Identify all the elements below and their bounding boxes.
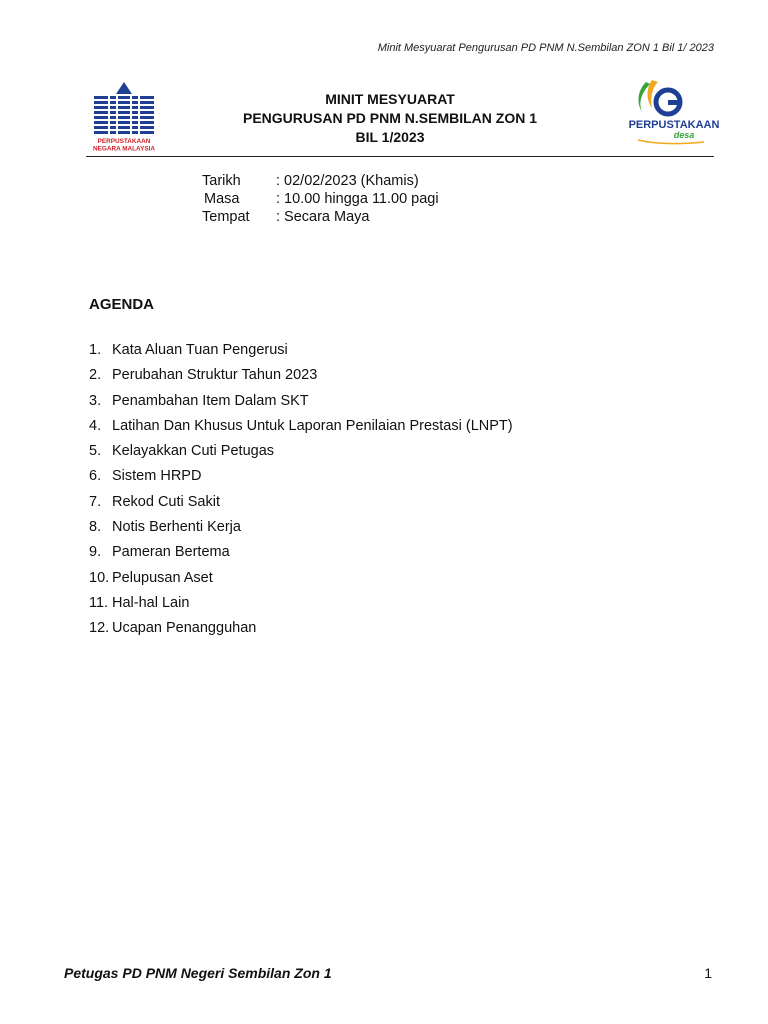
title-line-2: PENGURUSAN PD PNM N.SEMBILAN ZON 1 [242, 110, 538, 126]
agenda-text: Rekod Cuti Sakit [112, 493, 220, 510]
meta-value: : 10.00 hingga 11.00 pagi [276, 191, 439, 207]
running-header: Minit Mesyuarat Pengurusan PD PNM N.Sembilan ZON 1 Bil 1/ 2023 [377, 42, 714, 54]
list-item [89, 442, 513, 467]
list-item [89, 569, 513, 594]
agenda-number: 6. [89, 468, 102, 485]
agenda-text: Pelupusan Aset [112, 569, 213, 586]
list-item [89, 518, 513, 543]
agenda-text: Sistem HRPD [112, 468, 202, 485]
agenda-text: Kelayakkan Cuti Petugas [112, 443, 275, 460]
agenda-number: 2. [89, 367, 102, 384]
agenda-text: Hal-hal Lain [112, 594, 190, 611]
header-divider [86, 156, 714, 157]
agenda-text: Ucapan Penangguhan [112, 620, 257, 637]
meta-row-place [202, 208, 439, 226]
pnm-logo-line1: PERPUSTAKAAN [97, 138, 151, 145]
agenda-text: Pameran Bertema [112, 544, 230, 561]
agenda-list [89, 341, 513, 645]
agenda-number: 4. [89, 417, 102, 434]
agenda-number: 5. [89, 443, 102, 460]
agenda-number: 12. [89, 620, 110, 637]
list-item [89, 341, 513, 366]
meta-row-time [202, 190, 439, 208]
agenda-text: Notis Berhenti Kerja [112, 519, 241, 536]
page-number: 1 [704, 965, 712, 981]
list-item [89, 594, 513, 619]
meta-label: Tarikh [202, 173, 241, 189]
list-item [89, 392, 513, 417]
list-item [89, 467, 513, 492]
meta-value: : 02/02/2023 (Khamis) [276, 173, 419, 189]
list-item [89, 417, 513, 442]
meta-row-date [202, 172, 439, 190]
perpustakaan-desa-logo-icon [624, 74, 724, 148]
agenda-text: Penambahan Item Dalam SKT [112, 392, 309, 409]
agenda-number: 11. [89, 594, 109, 611]
meta-label: Tempat [202, 209, 250, 225]
agenda-number: 1. [89, 342, 102, 358]
agenda-number: 3. [89, 392, 102, 409]
list-item [89, 619, 513, 644]
meeting-details [202, 172, 439, 226]
list-item [89, 543, 513, 568]
agenda-number: 10. [89, 569, 110, 586]
title-line-1: MINIT MESYUARAT [325, 91, 455, 107]
agenda-number: 8. [89, 519, 102, 536]
pnm-logo-icon [86, 80, 162, 154]
meta-value: : Secara Maya [276, 209, 370, 225]
pnm-logo-line2: NEGARA MALAYSIA [92, 145, 156, 153]
title-line-3: BIL 1/2023 [355, 129, 425, 145]
agenda-text: Perubahan Struktur Tahun 2023 [112, 367, 318, 384]
agenda-text: Latihan Dan Khusus Untuk Laporan Penilaian Prestasi (LNPT) [112, 417, 513, 434]
agenda-number: 7. [89, 493, 102, 510]
desa-logo-line2: desa [673, 130, 695, 140]
list-item [89, 493, 513, 518]
agenda-number: 9. [89, 544, 102, 561]
document-title [170, 90, 610, 147]
footer-text: Petugas PD PNM Negeri Sembilan Zon 1 [64, 965, 332, 981]
agenda-text: Kata Aluan Tuan Pengerusi [112, 342, 288, 358]
desa-logo-line1: PERPUSTAKAAN [628, 119, 720, 131]
list-item [89, 366, 513, 391]
meta-label: Masa [204, 191, 240, 207]
agenda-heading: AGENDA [89, 296, 155, 313]
